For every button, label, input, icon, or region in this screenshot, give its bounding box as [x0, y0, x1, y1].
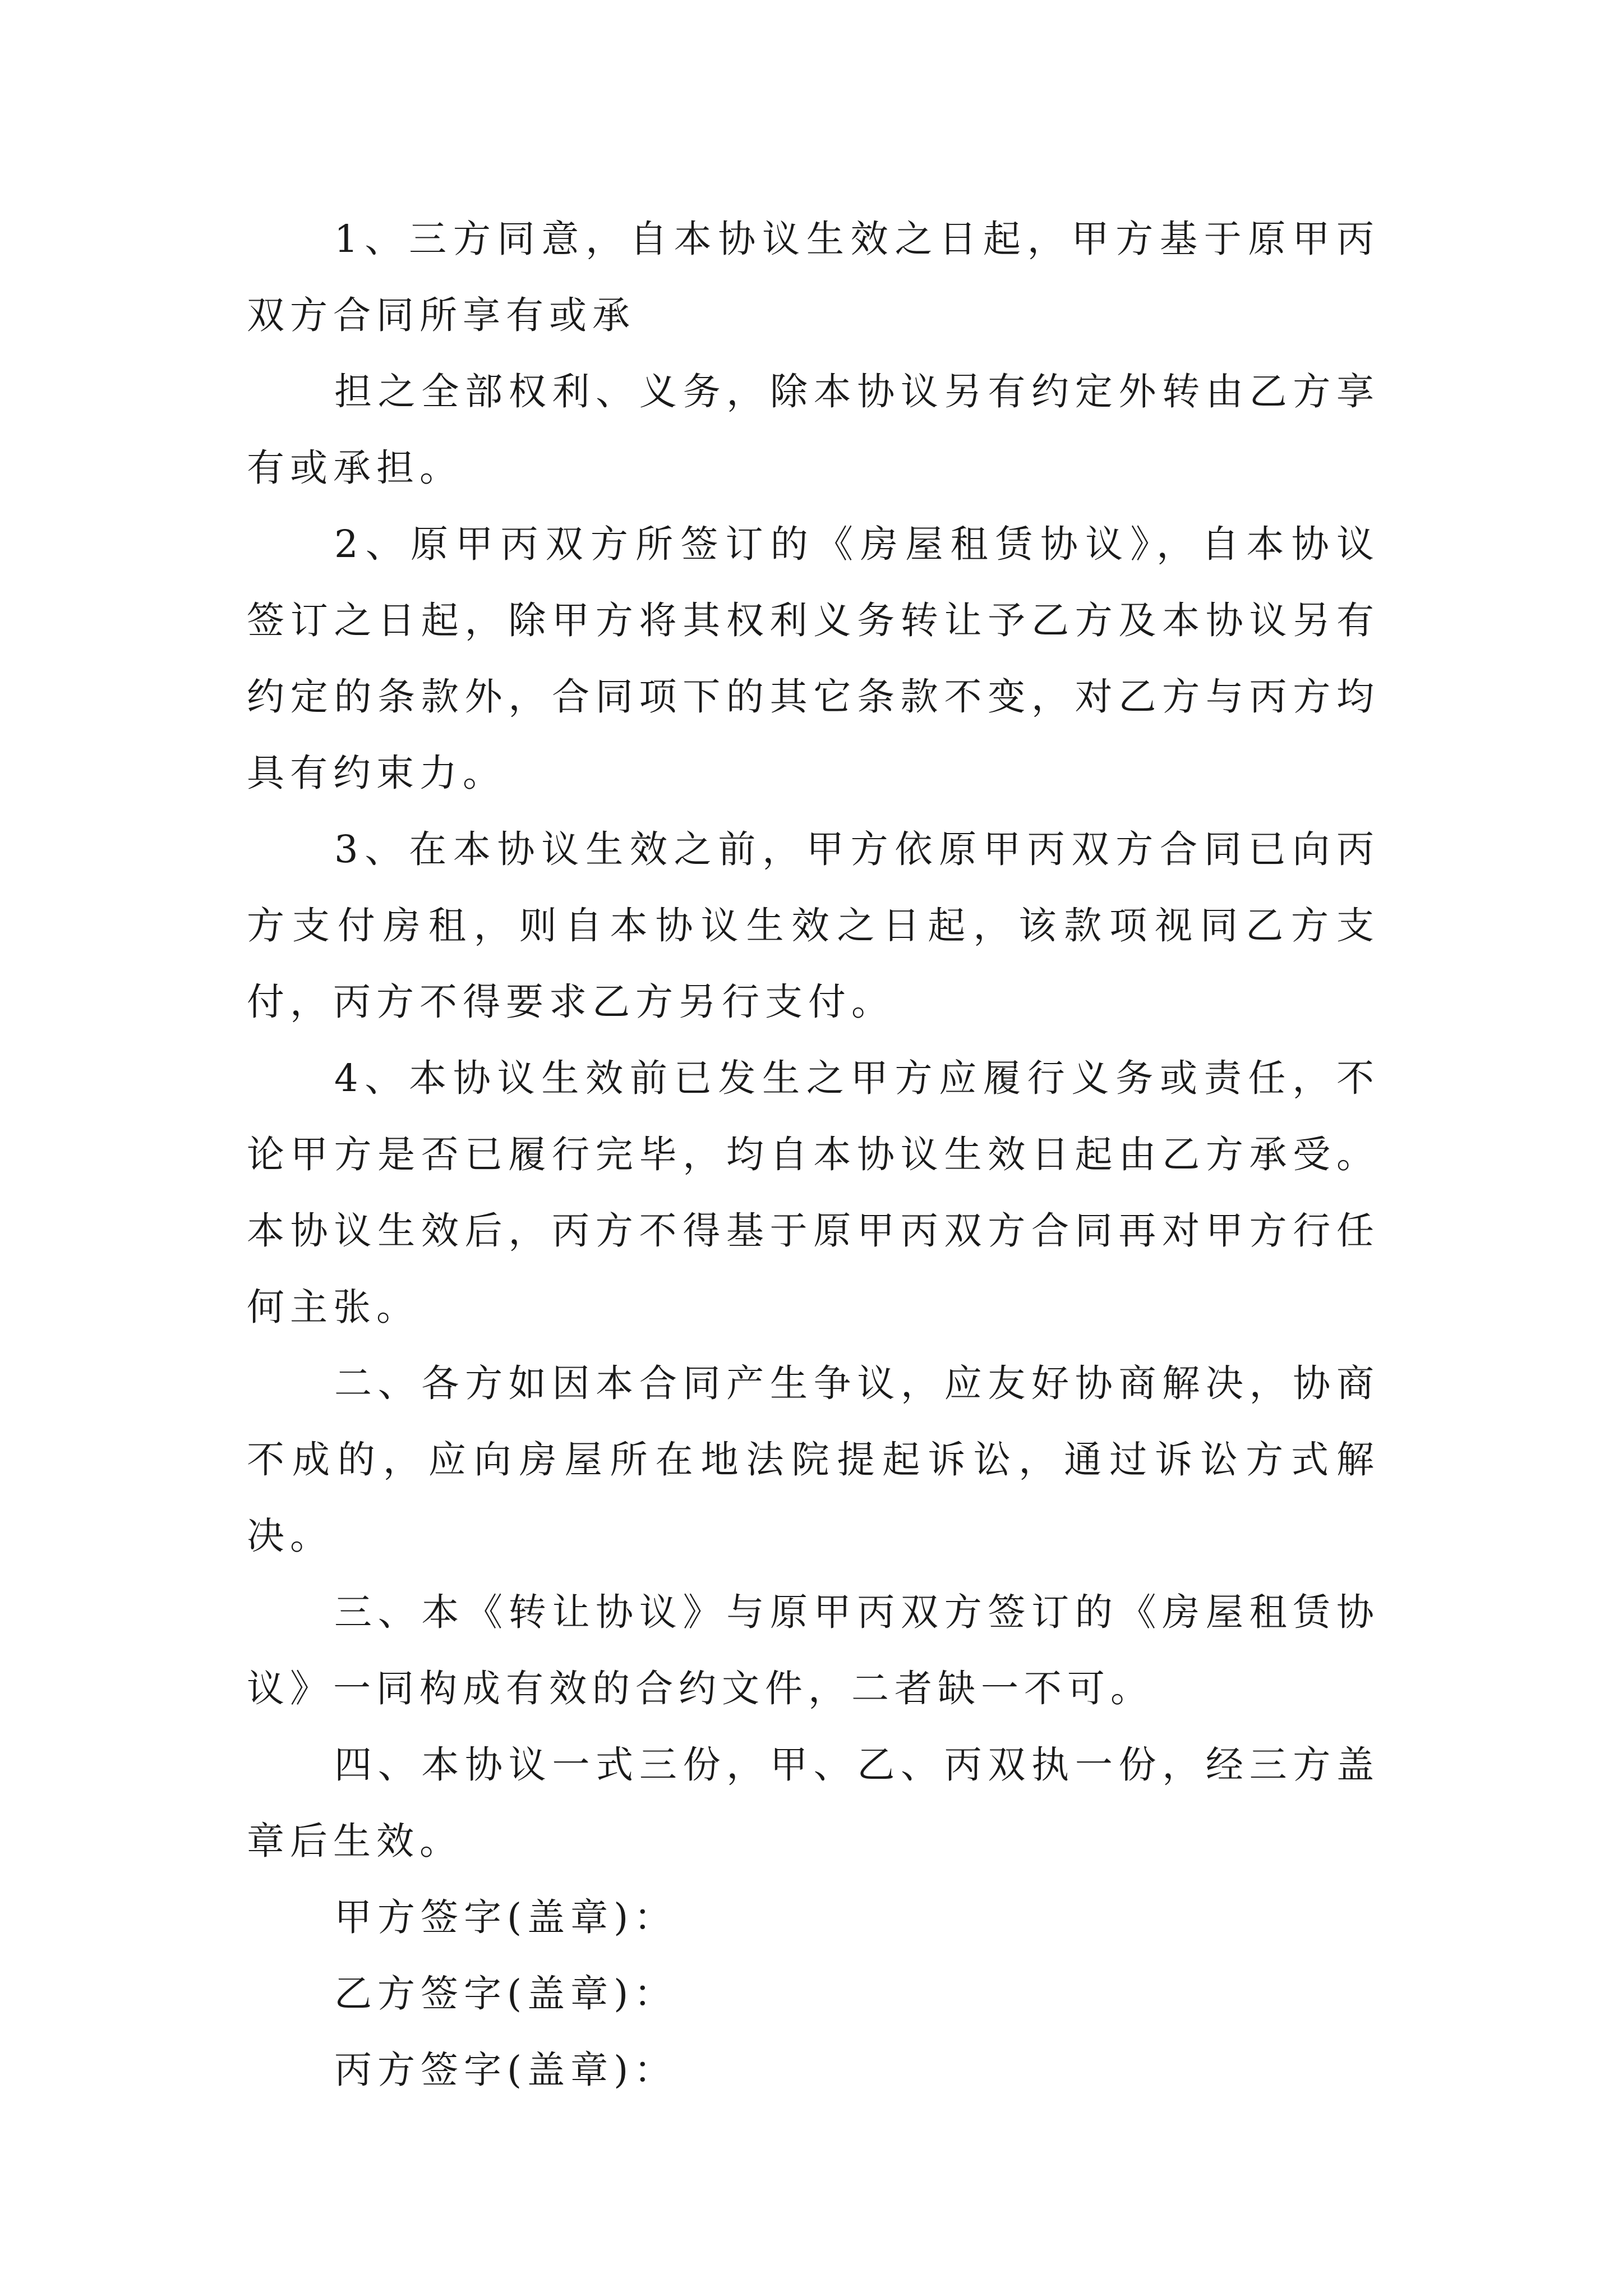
clause-1-part-2: 担之全部权利、义务，除本协议另有约定外转由乙方享有或承担。 — [247, 370, 1380, 490]
clause-1-part-1: 1、三方同意，自本协议生效之日起，甲方基于原甲丙双方合同所享有或承 — [247, 217, 1380, 337]
clause-dispute: 二、各方如因本合同产生争议，应友好协商解决，协商不成的，应向房屋所在地法院提起诉讼，通过诉讼方式解决。 — [247, 1361, 1380, 1558]
clause-4: 4、本协议生效前已发生之甲方应履行义务或责任，不论甲方是否已履行完毕，均自本协议生效日起由乙方承受。本协议生效后，丙方不得基于原甲丙双方合同再对甲方行任何主张。 — [247, 1056, 1380, 1329]
clause-3: 3、在本协议生效之前，甲方依原甲丙双方合同已向丙方支付房租，则自本协议生效之日起，该款项视同乙方支付，丙方不得要求乙方另行支付。 — [247, 827, 1380, 1024]
clause-copies: 四、本协议一式三份，甲、乙、丙双执一份，经三方盖章后生效。 — [247, 1743, 1380, 1863]
signature-party-a: 甲方签字(盖章)： — [334, 1895, 677, 1939]
clause-2: 2、原甲丙双方所签订的《房屋租赁协议》，自本协议签订之日起，除甲方将其权利义务转让予乙方及本协议另有约定的条款外，合同项下的其它条款不变，对乙方与丙方均具有约束力。 — [247, 522, 1380, 795]
clause-validity: 三、本《转让协议》与原甲丙双方签订的《房屋租赁协议》一同构成有效的合约文件，二者缺一不可。 — [247, 1590, 1380, 1710]
signature-party-b: 乙方签字(盖章)： — [334, 1972, 677, 2016]
signature-party-c: 丙方签字(盖章)： — [334, 2048, 677, 2092]
document-body — [247, 201, 1380, 2108]
